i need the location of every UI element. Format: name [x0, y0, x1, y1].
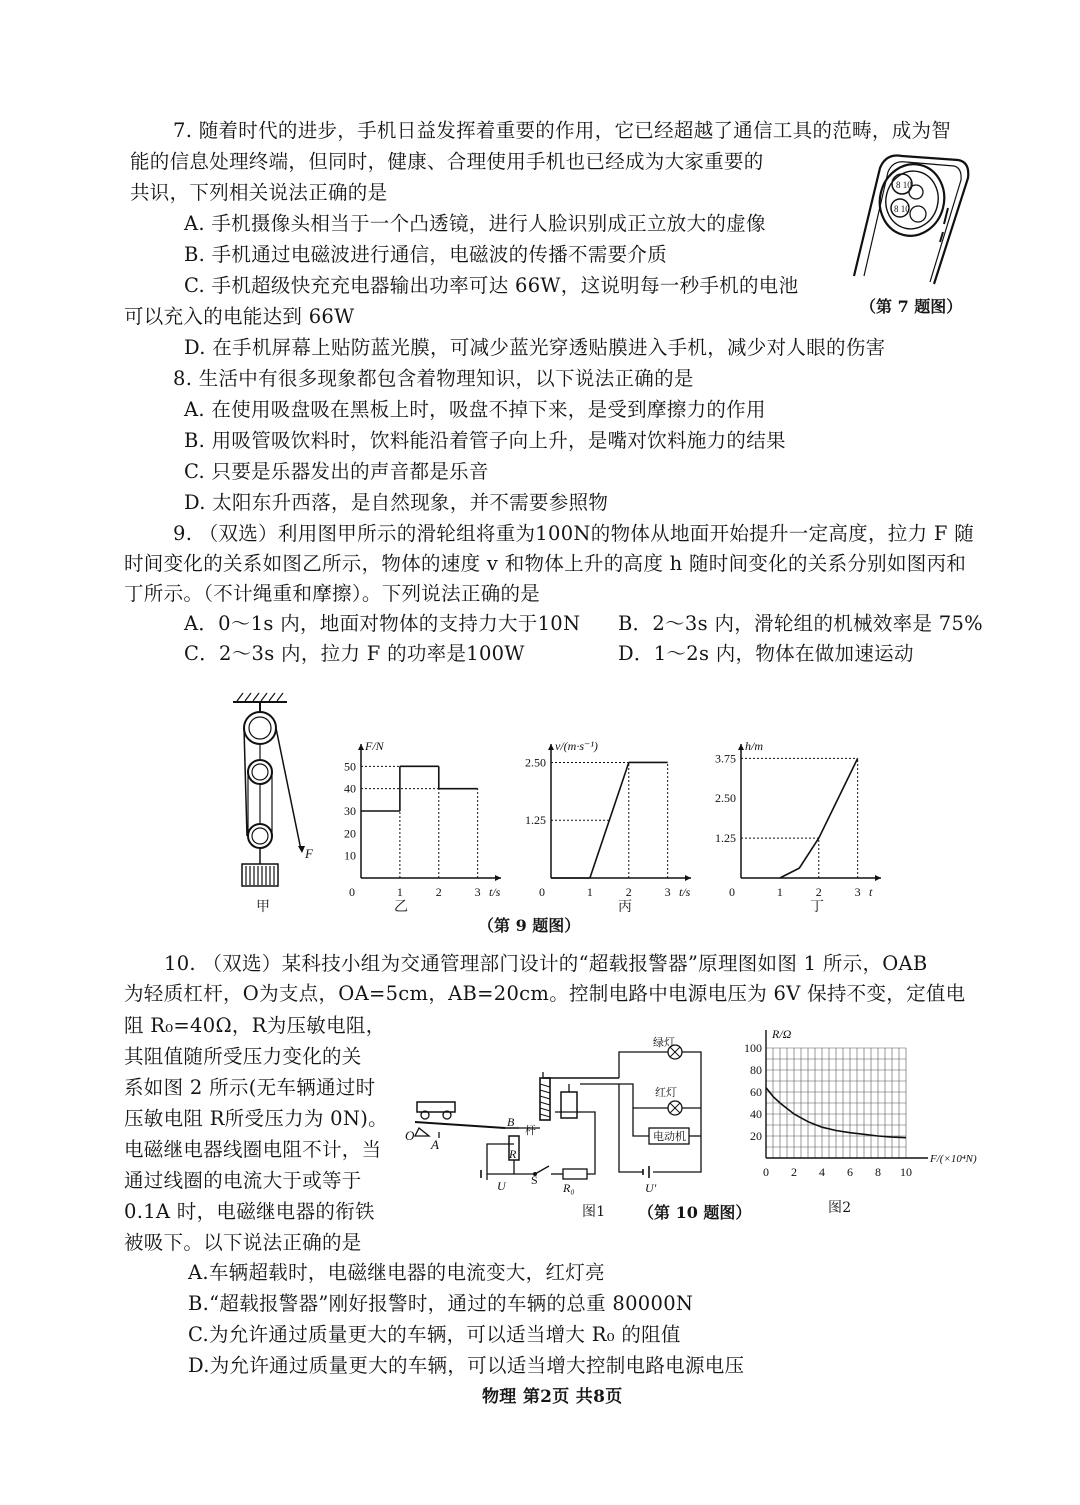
q9-option-c: C．2～3s 内，拉力 F 的功率是100W: [184, 642, 525, 665]
y-tick-label: 30: [344, 804, 356, 818]
x-tick-label: 2: [625, 885, 632, 899]
y-axis-label: h/m: [745, 739, 763, 753]
q10-option-a: A.车辆超载时，电磁继电器的电流变大，红灯亮: [188, 1261, 605, 1284]
y-tick-label: 1.25: [715, 831, 736, 846]
q8-option-a: A. 在使用吸盘吸在黑板上时，吸盘不掉下来，是受到摩擦力的作用: [184, 398, 766, 421]
chart-height-time: [705, 730, 895, 900]
phone-label-bottom: 8 10: [894, 204, 910, 214]
q10-stem-line3: 阻 R₀=40Ω，R为压敏电阻，: [124, 1014, 386, 1037]
q10-option-d: D.为允许通过质量更大的车辆，可以适当增大控制电路电源电压: [188, 1354, 745, 1377]
q10-stem-line5: 系如图 2 所示(无车辆通过时: [124, 1076, 376, 1099]
q7-option-a: A. 手机摄像头相当于一个凸透镜，进行人脸识别成正立放大的虚像: [184, 212, 766, 235]
q10-stem-line4: 其阻值随所受压力变化的关: [124, 1045, 362, 1068]
y-axis-label: R/Ω: [772, 1027, 792, 1041]
y-tick-label: 3.75: [715, 751, 736, 766]
chart-velocity-time: [515, 730, 705, 900]
circuit-label-O: O: [405, 1128, 415, 1143]
x-tick-label: 1: [586, 885, 593, 899]
circuit-label-S: S: [531, 1173, 538, 1187]
y-tick-label: 20: [344, 826, 356, 841]
circuit-label-green: 绿灯: [653, 1037, 675, 1049]
x-axis-label: t: [869, 885, 873, 899]
y-tick-label: 20: [750, 1129, 762, 1143]
q10-option-c: C.为允许通过质量更大的车辆，可以适当增大 R₀ 的阻值: [188, 1323, 681, 1346]
q8-option-d: D. 太阳东升西落，是自然现象，并不需要参照物: [184, 491, 609, 514]
x-tick-label: 2: [791, 1165, 797, 1179]
y-tick-label: 2.50: [525, 755, 546, 770]
q7-stem-line2: 能的信息处理终端，但同时，健康、合理使用手机也已经成为大家重要的: [130, 150, 764, 173]
y-tick-label: 80: [750, 1063, 762, 1077]
x-axis-label: F/(×10⁴N): [930, 1153, 977, 1165]
pulley-figure: [225, 690, 325, 905]
q7-figure-caption: （第 7 题图）: [860, 297, 963, 316]
x-axis-label: t/s: [679, 885, 691, 899]
figure-1-label: 图1: [582, 1204, 606, 1220]
y-tick-label: 40: [750, 1107, 762, 1121]
x-tick-label: 3: [854, 885, 861, 899]
x-tick-label: 0: [539, 885, 545, 899]
y-tick-label: 60: [750, 1085, 762, 1099]
x-axis-arrow: [495, 875, 501, 881]
figure-2-label: 图2: [828, 1200, 852, 1216]
q8-option-b: B. 用吸管吸饮料时，饮料能沿着管子向上升，是嘴对饮料施力的结果: [184, 429, 786, 452]
q9-figure-caption: （第 9 题图）: [478, 916, 581, 935]
x-tick-label: 4: [819, 1165, 825, 1179]
q9-option-d: D．1～2s 内，物体在做加速运动: [618, 642, 914, 665]
x-tick-label: 10: [900, 1165, 912, 1179]
q8-stem: 8. 生活中有很多现象都包含着物理知识，以下说法正确的是: [173, 367, 694, 390]
x-tick-label: 3: [664, 885, 671, 899]
y-tick-label: 1.25: [525, 813, 546, 828]
y-axis-arrow: [738, 744, 744, 750]
figure-label-jia: 甲: [256, 899, 271, 915]
q10-stem-line9: 0.1A 时，电磁继电器的衔铁: [124, 1200, 375, 1223]
phone-label-top: 8 10: [896, 180, 912, 190]
y-axis-label: v/(m·s⁻¹): [555, 739, 598, 753]
figure-label-ding: 丁: [810, 899, 825, 915]
circuit-label-red: 红灯: [655, 1087, 677, 1099]
q10-option-b: B.“超载报警器”刚好报警时，通过的车辆的总重 80000N: [188, 1292, 694, 1315]
x-tick-label: 8: [875, 1165, 881, 1179]
x-tick-label: 0: [729, 885, 735, 899]
q9-stem-line3: 丁所示。（不计绳重和摩擦）。下列说法正确的是: [124, 582, 541, 605]
phone-figure: [840, 148, 980, 288]
q10-stem-line1: 10. （双选）某科技小组为交通管理部门设计的“超载报警器”原理图如图 1 所示，OAB: [164, 952, 928, 975]
y-axis-arrow: [358, 744, 364, 750]
x-tick-label: 2: [435, 885, 442, 899]
circuit-label-R: R: [509, 1147, 517, 1161]
figure-label-yi: 乙: [394, 899, 409, 915]
x-axis-label: t/s: [489, 885, 501, 899]
x-tick-label: 1: [396, 885, 403, 899]
q7-stem-line1: 7. 随着时代的进步，手机日益发挥着重要的作用，它已经超越了通信工具的范畴，成为智: [173, 119, 952, 142]
circuit-label-U: U: [497, 1179, 506, 1193]
circuit-label-lever: 杆: [525, 1125, 536, 1137]
circuit-label-Uprime: U′: [645, 1181, 657, 1195]
chart-force-time: [325, 730, 515, 900]
y-axis-label: F/N: [365, 739, 384, 753]
y-axis-arrow: [548, 744, 554, 750]
q7-stem-line3: 共识，下列相关说法正确的是: [130, 181, 388, 204]
circuit-figure-1: [405, 1032, 725, 1207]
q9-stem-line1: 9. （双选）利用图甲所示的滑轮组将重为100N的物体从地面开始提升一定高度，拉力 F 随: [173, 522, 975, 545]
x-tick-label: 0: [349, 885, 355, 899]
x-tick-label: 2: [815, 885, 822, 899]
q10-figure-caption: （第 10 题图）: [638, 1203, 752, 1222]
x-tick-label: 0: [763, 1165, 769, 1179]
y-tick-label: 100: [744, 1041, 762, 1055]
x-axis-arrow: [875, 875, 881, 881]
circuit-label-R0: R₀: [563, 1181, 575, 1195]
q9-option-a: A．0～1s 内，地面对物体的支持力大于10N: [184, 612, 581, 635]
q7-option-b: B. 手机通过电磁波进行通信，电磁波的传播不需要介质: [184, 243, 668, 266]
x-tick-label: 3: [474, 885, 481, 899]
q9-option-b: B．2～3s 内，滑轮组的机械效率是 75%: [618, 612, 983, 635]
q10-stem-line6: 压敏电阻 R所受压力为 0N)。: [124, 1107, 388, 1130]
pulley-force-label: F: [305, 846, 313, 861]
page-footer: 物理 第2页 共8页: [482, 1387, 623, 1407]
q7-option-d: D. 在手机屏幕上贴防蓝光膜，可减少蓝光穿透贴膜进入手机，减少对人眼的伤害: [184, 336, 886, 359]
y-tick-label: 40: [344, 781, 356, 796]
q10-stem-line7: 电磁继电器线圈电阻不计，当: [124, 1138, 382, 1161]
q7-option-c-cont: 可以充入的电能达到 66W: [124, 305, 355, 328]
y-tick-label: 10: [344, 848, 356, 863]
chart-resistance-force: [730, 1020, 1000, 1195]
q9-stem-line2: 时间变化的关系如图乙所示，物体的速度 v 和物体上升的高度 h 随时间变化的关系分别如图丙和: [124, 552, 967, 575]
circuit-label-motor: 电动机: [653, 1131, 686, 1143]
q8-option-c: C. 只要是乐器发出的声音都是乐音: [184, 460, 489, 483]
x-tick-label: 1: [776, 885, 783, 899]
figure-label-bing: 丙: [618, 899, 633, 915]
circuit-label-B: B: [507, 1115, 515, 1129]
y-tick-label: 2.50: [715, 791, 736, 806]
x-axis-arrow: [685, 875, 691, 881]
x-tick-label: 6: [847, 1165, 853, 1179]
circuit-label-A: A: [431, 1137, 439, 1152]
q10-stem-line10: 被吸下。以下说法正确的是: [124, 1231, 362, 1254]
q10-stem-line2: 为轻质杠杆，O为支点，OA=5cm，AB=20cm。控制电路中电源电压为 6V 保持不变，定值电: [124, 982, 966, 1005]
q10-stem-line8: 通过线圈的电流大于或等于: [124, 1169, 362, 1192]
q7-option-c: C. 手机超级快充充电器输出功率可达 66W，这说明每一秒手机的电池: [184, 274, 799, 297]
y-tick-label: 50: [344, 759, 356, 774]
